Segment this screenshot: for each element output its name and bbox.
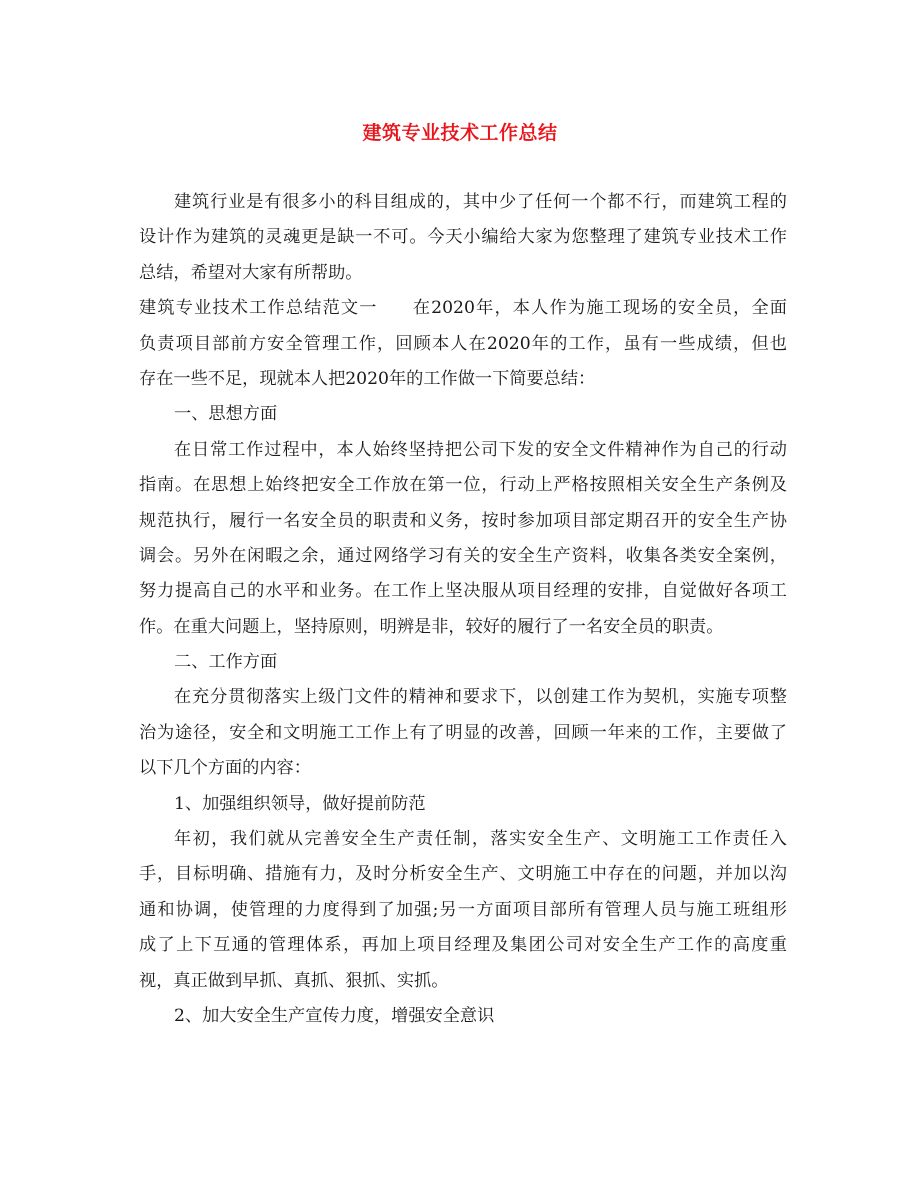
paragraph-line	[139, 291, 787, 326]
paragraph-line: 成了上下互通的管理体系，再加上项目经理及集团公司对安全生产工作的高度重	[139, 935, 787, 956]
section-heading: 二、工作方面	[174, 652, 278, 673]
subsection-heading: 2、加大安全生产宣传力度，增强安全意识	[174, 1005, 495, 1026]
paragraph-line: 通和协调，使管理的力度得到了加强;另一方面项目部所有管理人员与施工班组形	[139, 899, 787, 920]
document-title: 建筑专业技术工作总结	[362, 122, 558, 144]
document-body	[139, 185, 787, 1034]
paragraph-line: 作。在重大问题上，坚持原则，明辨是非，较好的履行了一名安全员的职责。	[139, 616, 724, 637]
subsection-heading: 1、加强组织领导，做好提前防范	[174, 793, 426, 814]
paragraph-line: 年初，我们就从完善安全生产责任制，落实安全生产、文明施工工作责任入	[174, 829, 787, 850]
paragraph-line: 总结，希望对大家有所帮助。	[139, 262, 363, 283]
paragraph-line: 努力提高自己的水平和业务。在工作上坚决服从项目经理的安排，自觉做好各项工	[139, 581, 787, 602]
paragraph-line: 在充分贯彻落实上级门文件的精神和要求下，以创建工作为契机，实施专项整	[174, 687, 787, 708]
paragraph-line: 设计作为建筑的灵魂更是缺一不可。今天小编给大家为您整理了建筑专业技术工作	[139, 227, 787, 248]
paragraph-line: 建筑行业是有很多小的科目组成的，其中少了任何一个都不行，而建筑工程的	[174, 192, 787, 212]
section-label: 建筑专业技术工作总结范文一	[139, 298, 378, 319]
paragraph-line: 调会。另外在闲暇之余，通过网络学习有关的安全生产资料，收集各类安全案例，	[139, 545, 787, 566]
paragraph-text: 在2020年，本人作为施工现场的安全员，全面	[411, 298, 787, 319]
section-heading: 一、思想方面	[174, 404, 278, 425]
paragraph-line: 手，目标明确、措施有力，及时分析安全生产、文明施工中存在的问题，并加以沟	[139, 864, 787, 885]
paragraph-line: 以下几个方面的内容：	[139, 758, 311, 779]
paragraph-line: 存在一些不足，现就本人把2020年的工作做一下简要总结：	[139, 368, 596, 389]
paragraph-line: 在日常工作过程中，本人始终坚持把公司下发的安全文件精神作为自己的行动	[174, 439, 787, 460]
paragraph-line: 规范执行，履行一名安全员的职责和义务，按时参加项目部定期召开的安全生产协	[139, 510, 787, 531]
paragraph-line: 指南。在思想上始终把安全工作放在第一位，行动上严格按照相关安全生产条例及	[139, 475, 787, 496]
paragraph-line: 视，真正做到早抓、真抓、狠抓、实抓。	[139, 970, 449, 991]
paragraph-line: 治为途径，安全和文明施工工作上有了明显的改善，回顾一年来的工作，主要做了	[139, 722, 787, 743]
paragraph-line: 负责项目部前方安全管理工作，回顾本人在2020年的工作，虽有一些成绩，但也	[139, 333, 787, 354]
